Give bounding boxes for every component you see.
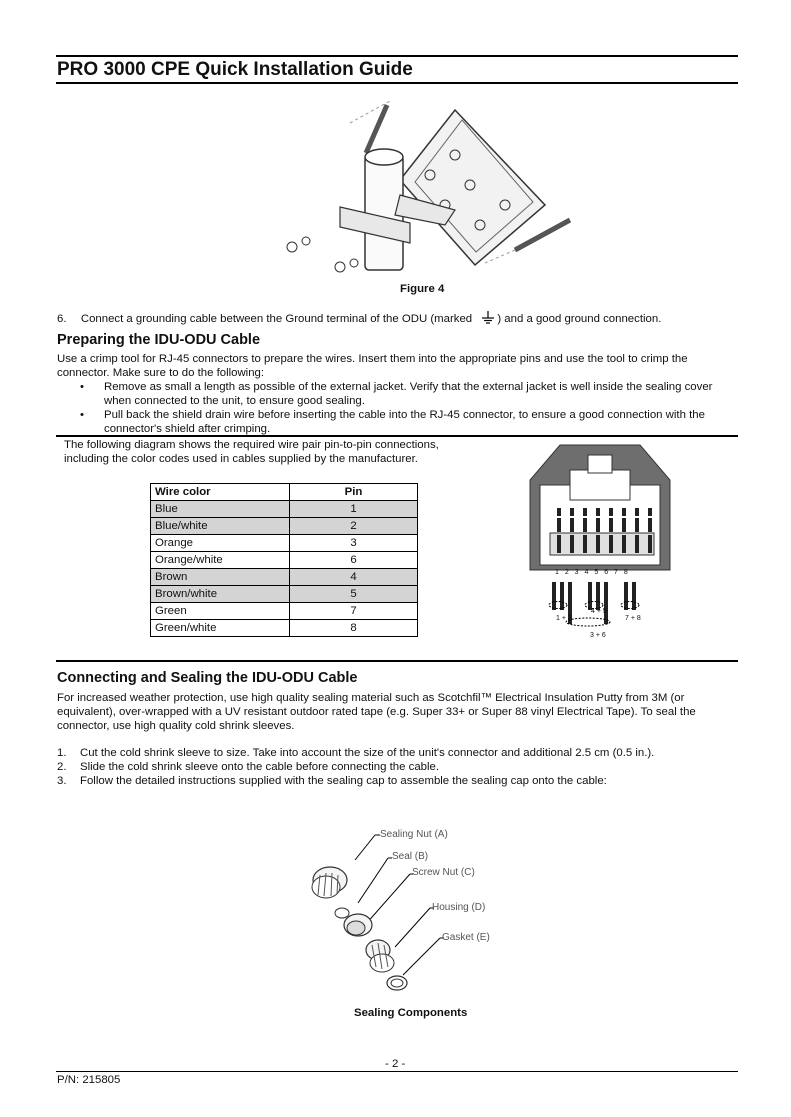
table-row	[151, 518, 418, 535]
prep-heading: Preparing the IDU-ODU Cable	[57, 332, 261, 348]
rj45-pair-7-8: 7 + 8	[625, 615, 641, 622]
rj45-pair-1-2: 1 + 2	[556, 615, 572, 622]
header-top-rule	[56, 55, 738, 57]
table-row	[151, 552, 418, 569]
header-bottom-rule	[56, 82, 738, 84]
rj45-pair-3-6: 3 + 6	[590, 632, 606, 639]
wire-color-table	[150, 483, 418, 637]
wire-color-cell: Brown	[151, 569, 290, 586]
pin-cell: 8	[290, 620, 418, 637]
pin-cell: 6	[290, 552, 418, 569]
table-row	[151, 586, 418, 603]
label-sealing-nut: Sealing Nut (A)	[380, 829, 448, 840]
list-item	[57, 774, 737, 788]
figure4-caption: Figure 4	[400, 283, 445, 295]
step-text: Cut the cold shrink sleeve to size. Take into account the size of the unit's connector and additional 2.5 cm (0.5 in.).	[80, 747, 655, 759]
list-item: • Pull back the shield drain wire before inserting the cable into the RJ-45 connector, to ensure a good connection with the connector's shield after crimping.	[57, 408, 737, 436]
table-row	[151, 620, 418, 637]
pin-cell: 3	[290, 535, 418, 552]
table-header-row	[151, 484, 418, 501]
wire-color-cell: Blue	[151, 501, 290, 518]
pin-cell: 1	[290, 501, 418, 518]
table-row	[151, 501, 418, 518]
prep-diagram-text: The following diagram shows the required wire pair pin-to-pin connections, including the color codes used in cables supplied by the manufacturer.	[64, 439, 439, 465]
sealing-intro: For increased weather protection, use high quality sealing material such as Scotchfil™ Electrical Insulation Putty from 3M (or equivalent), over-wrapped with a UV resistant outdoor rated tape (e.g. Super 33+ or Super 88 vinyl Electrical Tape). To seal the connector, use high quality cold shrink sleeves.	[57, 692, 696, 732]
list-item: • Remove as small a length as possible of the external jacket. Verify that the external jacket is well inside the sealing cover when connected to the unit, to ensure good sealing.	[57, 380, 737, 408]
table-row	[151, 569, 418, 586]
prep-intro: Use a crimp tool for RJ-45 connectors to prepare the wires. Insert them into the appropriate pins and use the tool to crimp the connector. Make sure to do the following:	[57, 353, 688, 379]
step-text: Follow the detailed instructions supplied with the sealing cap to assemble the sealing cap onto the cable:	[80, 775, 607, 787]
section-rule	[56, 660, 738, 662]
step6-text-before: Connect a grounding cable between the Ground terminal of the ODU (marked	[80, 313, 473, 325]
pin-cell: 2	[290, 518, 418, 535]
label-seal: Seal (B)	[392, 851, 429, 862]
page-number: - 2 -	[385, 1058, 406, 1070]
table-row	[151, 535, 418, 552]
list-item	[57, 760, 737, 774]
step-text: Slide the cold shrink sleeve onto the cable before connecting the cable.	[80, 761, 440, 773]
wire-color-cell: Green/white	[151, 620, 290, 637]
label-screw-nut: Screw Nut (C)	[412, 867, 475, 878]
step-number: 3.	[57, 775, 67, 787]
step6	[57, 310, 737, 326]
rj45-pin-numbers: 1 2 3 4 5 6 7 8	[555, 569, 630, 576]
section-rule	[56, 435, 738, 437]
part-number: P/N: 215805	[57, 1074, 121, 1086]
ground-symbol-icon	[479, 310, 497, 324]
rj45-pair-4-5: 4 + 5	[591, 608, 607, 615]
pin-cell: 4	[290, 569, 418, 586]
footer-rule	[56, 1071, 738, 1072]
step-number: 2.	[57, 761, 67, 773]
sealing-caption: Sealing Components	[354, 1007, 468, 1019]
table-row	[151, 603, 418, 620]
sealing-heading: Connecting and Sealing the IDU-ODU Cable	[57, 670, 358, 686]
label-housing: Housing (D)	[432, 902, 486, 913]
step6-number: 6.	[57, 313, 67, 325]
rj45-connector-diagram	[525, 440, 675, 650]
wire-color-cell: Green	[151, 603, 290, 620]
page-title: PRO 3000 CPE Quick Installation Guide	[57, 59, 413, 80]
wire-color-cell: Orange/white	[151, 552, 290, 569]
step-number: 1.	[57, 747, 67, 759]
prep-bullets	[57, 380, 737, 436]
pin-cell: 5	[290, 586, 418, 603]
pin-cell: 7	[290, 603, 418, 620]
label-gasket: Gasket (E)	[442, 932, 490, 943]
wire-color-cell: Blue/white	[151, 518, 290, 535]
figure4-mount-illustration	[270, 95, 580, 285]
wire-color-cell: Brown/white	[151, 586, 290, 603]
col-header-wire-color: Wire color	[151, 484, 290, 501]
list-item	[57, 746, 737, 760]
step6-text-after: ) and a good ground connection.	[497, 313, 662, 325]
sealing-steps	[57, 746, 737, 788]
col-header-pin: Pin	[290, 484, 418, 501]
wire-color-cell: Orange	[151, 535, 290, 552]
